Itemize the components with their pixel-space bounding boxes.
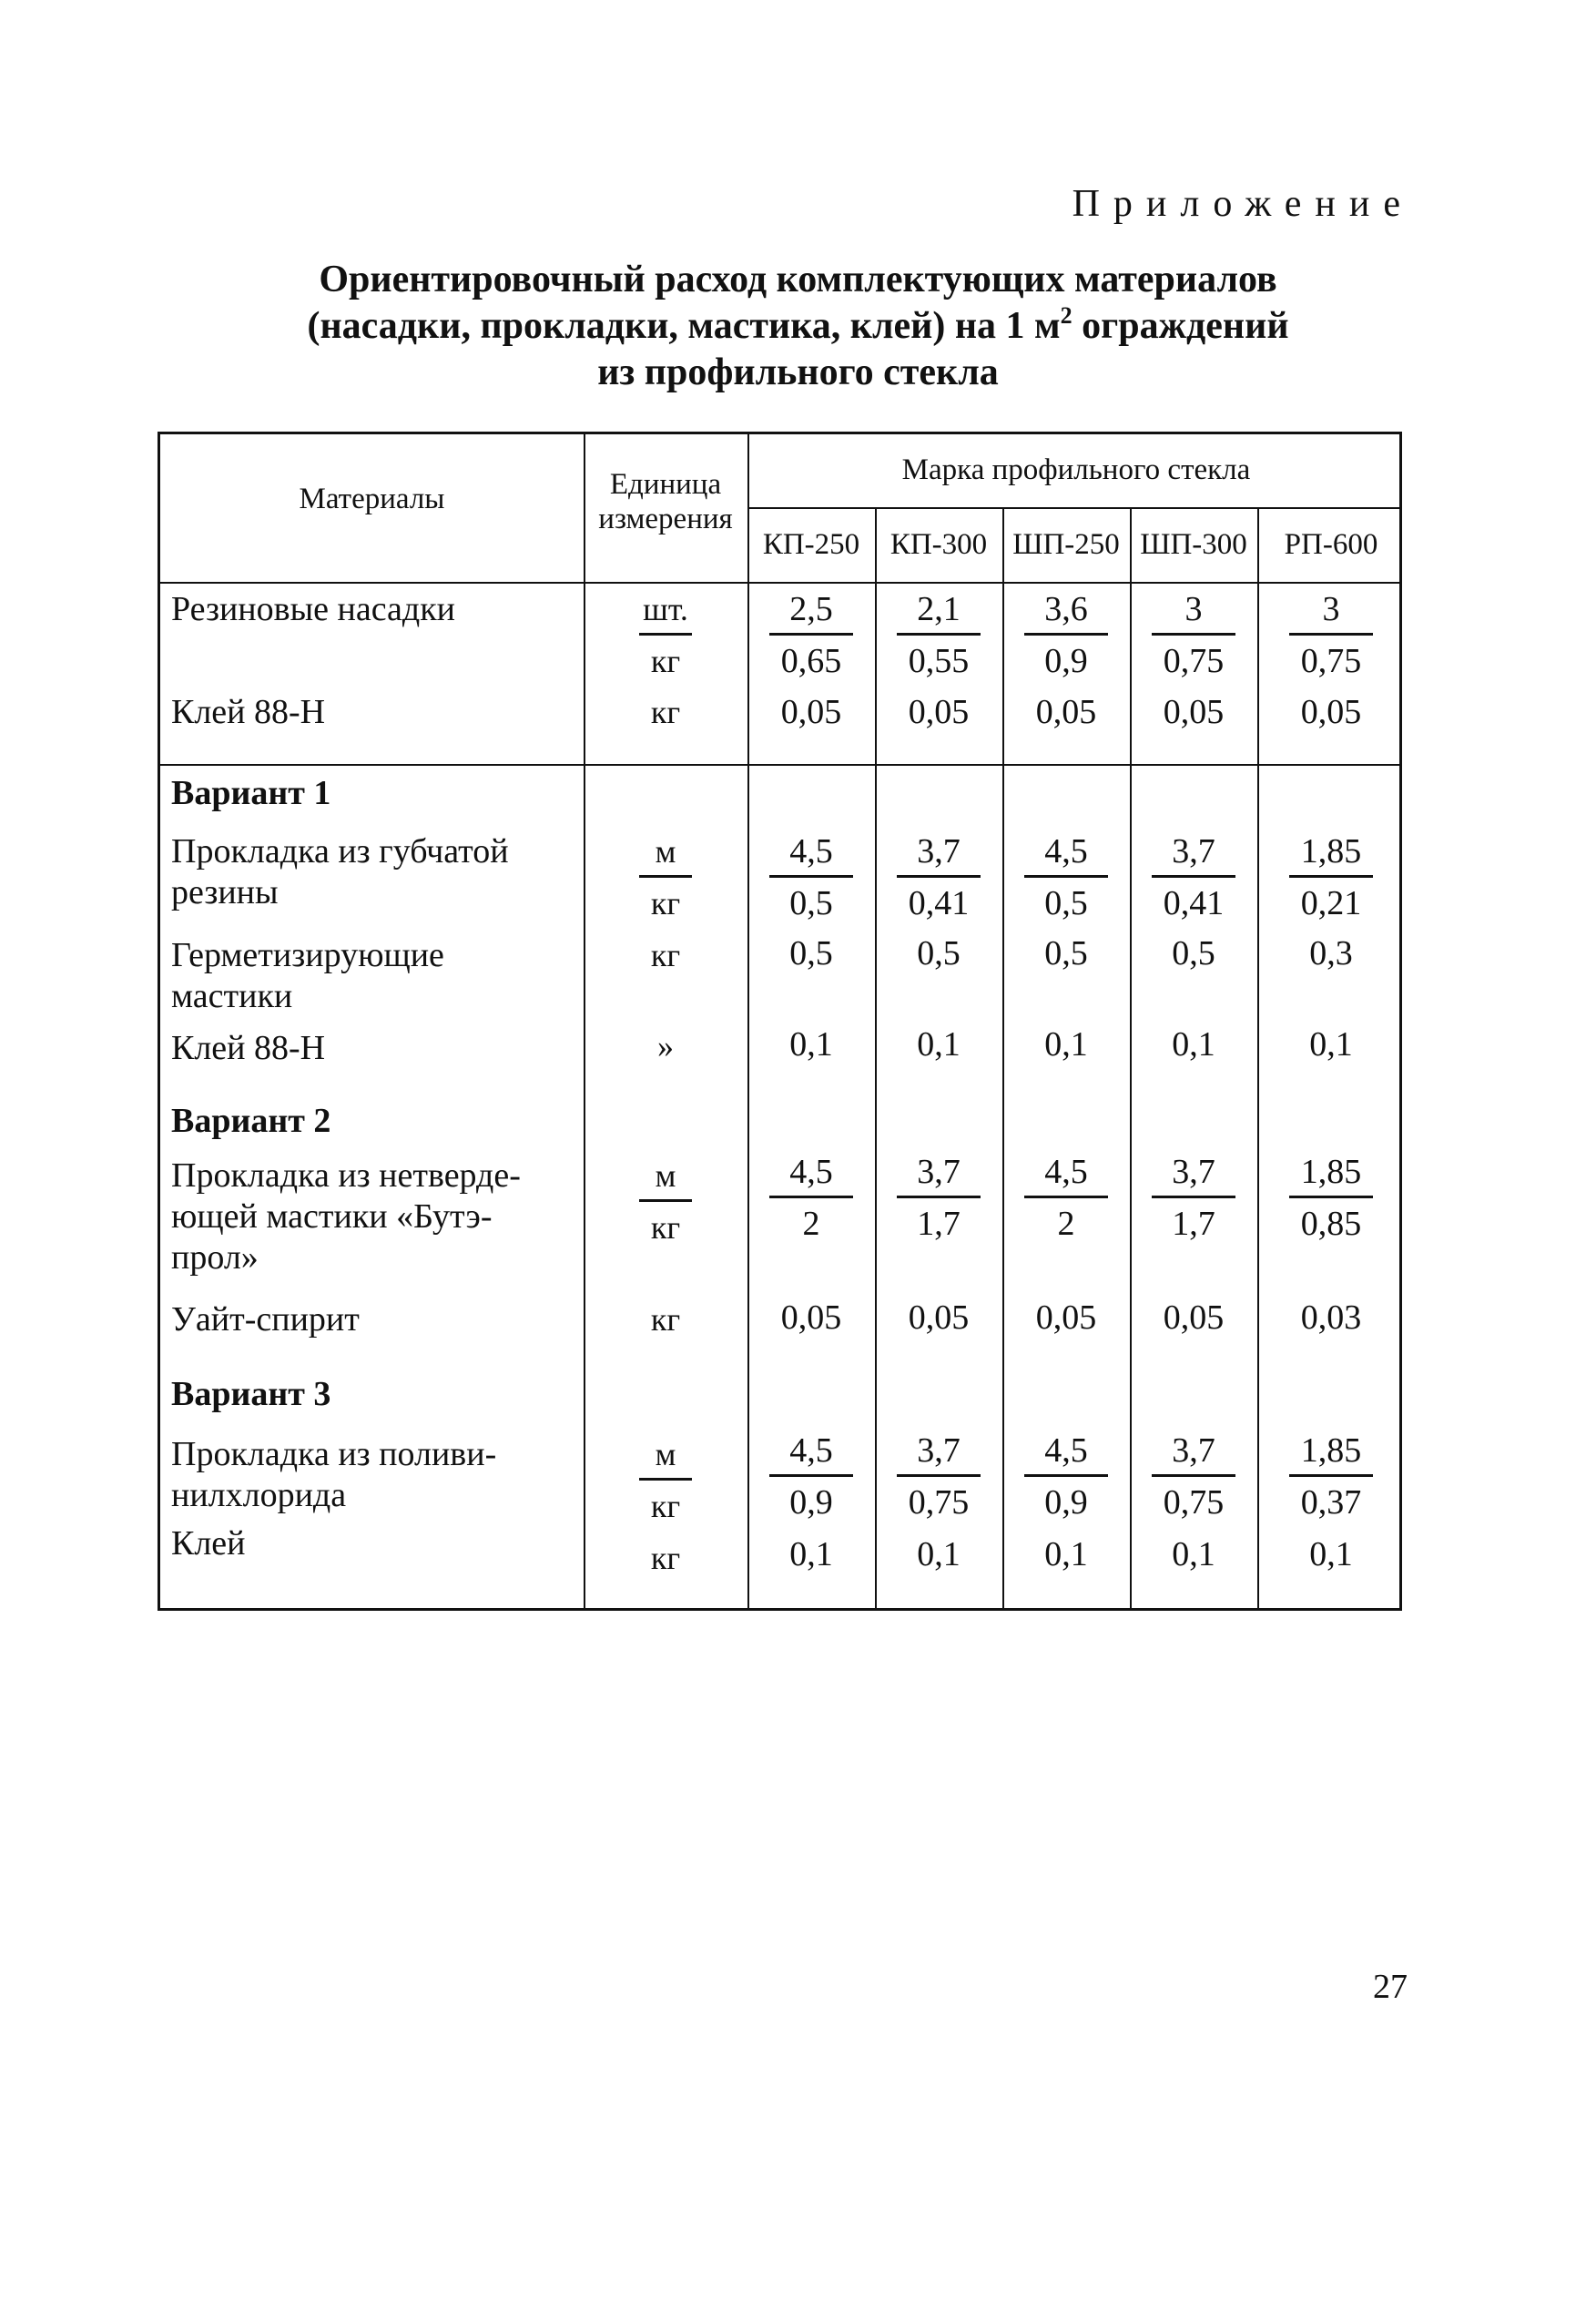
row-glue-value: 0,05: [1035, 693, 1097, 731]
fraction-numerator: 3,7: [1152, 1152, 1235, 1198]
grid-vline-1: [875, 507, 877, 1608]
fraction-numerator: 4,5: [1024, 831, 1108, 878]
row-v2-gasket-value: [1024, 1152, 1108, 1245]
row-v2-gasket-unit: [584, 1156, 747, 1248]
fraction-denominator: 0,9: [789, 1483, 833, 1522]
row-v3-glue-value: 0,1: [1044, 1535, 1088, 1573]
row-v3-gasket-value: [1152, 1430, 1235, 1523]
fraction-denominator: 0,41: [908, 884, 970, 922]
row-v3-glue-value: 0,1: [789, 1535, 833, 1573]
fraction-denominator: 0,85: [1300, 1205, 1362, 1243]
header-brand-kp250: КП-250: [762, 528, 860, 561]
row-v3-gasket-value: [897, 1430, 981, 1523]
row-v1-mastic-value: 0,5: [789, 934, 833, 972]
row-rubber-value: [769, 589, 853, 682]
row-v1-gasket-value: [1152, 831, 1235, 924]
row-v2-gasket-value: [897, 1152, 981, 1245]
row-v1-glue-name: Клей 88-Н: [171, 1029, 326, 1067]
row-v2-spirit-value: 0,05: [1163, 1298, 1225, 1337]
grid-vline-brands: [747, 434, 749, 1608]
title-superscript: 2: [1060, 302, 1072, 329]
row-rubber-value: [1289, 589, 1373, 682]
grid-hline-section: [160, 764, 1399, 766]
row-v2-spirit-name: Уайт-спирит: [171, 1300, 360, 1339]
fraction-numerator: 3: [1289, 589, 1373, 636]
row-glue-value: 0,05: [780, 693, 842, 731]
row-v3-gasket-name-line2: нилхлорида: [171, 1476, 347, 1514]
row-v2-spirit-value: 0,03: [1300, 1298, 1362, 1337]
fraction-denominator: 2: [1057, 1205, 1075, 1243]
fraction-denominator: 0,75: [1300, 642, 1362, 680]
fraction-denominator: 1,7: [1172, 1205, 1215, 1243]
row-v3-glue-value: 0,1: [917, 1535, 961, 1573]
row-v1-mastic-name-line2: мастики: [171, 977, 293, 1015]
row-v3-gasket-value: [1024, 1430, 1108, 1523]
grid-vline-2: [1002, 507, 1004, 1608]
row-v1-mastic-value: 0,3: [1309, 934, 1353, 972]
row-v1-mastic-name-line1: Герметизирующие: [171, 936, 444, 974]
row-v3-gasket-name-line1: Прокладка из поливи-: [171, 1435, 497, 1473]
fraction-denominator: 1,7: [917, 1205, 961, 1243]
fraction-denominator: 0,5: [1044, 884, 1088, 922]
row-rubber-name: Резиновые насадки: [171, 590, 456, 628]
row-v1-mastic-value: 0,5: [1172, 934, 1215, 972]
fraction-numerator: 1,85: [1289, 1430, 1373, 1477]
row-v2-spirit-value: 0,05: [1035, 1298, 1097, 1337]
row-v1-glue-value: 0,1: [1309, 1025, 1353, 1064]
title-line-1: Ориентировочный расход комплектующих материалов: [319, 259, 1277, 300]
variant-1-heading: Вариант 1: [171, 774, 331, 812]
row-v1-glue-value: 0,1: [917, 1025, 961, 1064]
row-v1-glue-value: 0,1: [789, 1025, 833, 1064]
page-title: [0, 257, 1596, 396]
row-rubber-value: [1024, 589, 1108, 682]
fraction-numerator: 4,5: [1024, 1152, 1108, 1198]
row-v2-gasket-value: [769, 1152, 853, 1245]
row-v3-glue-unit: кг: [650, 1540, 681, 1576]
header-unit: [584, 467, 747, 536]
row-v1-gasket-unit: [584, 831, 747, 924]
fraction-numerator: 4,5: [1024, 1430, 1108, 1477]
row-rubber-unit-den: кг: [650, 643, 681, 679]
row-v1-gasket-value: [1024, 831, 1108, 924]
row-v2-spirit-value: 0,05: [780, 1298, 842, 1337]
row-v1-glue-value: 0,1: [1044, 1025, 1088, 1064]
row-v1-mastic-name: [171, 935, 444, 1017]
materials-table: [158, 432, 1402, 1611]
row-v2-gasket-name-line1: Прокладка из нетверде-: [171, 1156, 521, 1195]
header-brand-rp600: РП-600: [1284, 528, 1378, 561]
fraction-denominator: 0,9: [1044, 1483, 1088, 1522]
row-v1-gasket-unit-num: м: [639, 831, 692, 878]
fraction-numerator: 3,6: [1024, 589, 1108, 636]
row-v1-gasket-name-line1: Прокладка из губчатой: [171, 832, 509, 870]
fraction-denominator: 0,37: [1300, 1483, 1362, 1522]
variant-2-heading: Вариант 2: [171, 1102, 331, 1140]
row-v1-gasket-name: [171, 831, 509, 913]
row-v1-gasket-name-line2: резины: [171, 873, 279, 911]
header-brand-kp300: КП-300: [889, 528, 988, 561]
row-glue-value: 0,05: [1300, 693, 1362, 731]
row-v3-gasket-value: [769, 1430, 853, 1523]
fraction-numerator: 1,85: [1289, 1152, 1373, 1198]
fraction-denominator: 0,75: [1163, 642, 1225, 680]
fraction-denominator: 0,9: [1044, 642, 1088, 680]
appendix-label: Приложение: [1072, 183, 1414, 225]
row-v2-gasket-unit-num: м: [639, 1156, 692, 1202]
row-v2-gasket-name-line2: ющей мастики «Бутэ-: [171, 1197, 493, 1236]
header-unit-line1: Единица: [609, 468, 722, 501]
fraction-denominator: 0,21: [1300, 884, 1362, 922]
header-brand-shp300: ШП-300: [1140, 528, 1247, 561]
fraction-numerator: 3,7: [897, 831, 981, 878]
row-v1-gasket-unit-den: кг: [650, 885, 681, 921]
fraction-denominator: 0,55: [908, 642, 970, 680]
row-rubber-unit: [584, 589, 747, 682]
row-glue-name: Клей 88-Н: [171, 693, 326, 731]
page-number: 27: [1373, 1968, 1408, 2006]
fraction-numerator: 3,7: [1152, 831, 1235, 878]
title-line-3: из профильного стекла: [597, 351, 999, 393]
fraction-denominator: 0,65: [780, 642, 842, 680]
row-v3-glue-name: Клей: [171, 1524, 246, 1563]
fraction-denominator: 0,5: [789, 884, 833, 922]
row-v2-spirit-value: 0,05: [908, 1298, 970, 1337]
fraction-numerator: 1,85: [1289, 831, 1373, 878]
row-v3-glue-value: 0,1: [1309, 1535, 1353, 1573]
row-rubber-value: [897, 589, 981, 682]
fraction-numerator: 2,1: [897, 589, 981, 636]
fraction-numerator: 4,5: [769, 1152, 853, 1198]
row-v1-mastic-value: 0,5: [1044, 934, 1088, 972]
grid-hline-brand-group: [747, 507, 1399, 509]
fraction-numerator: 4,5: [769, 1430, 853, 1477]
fraction-numerator: 2,5: [769, 589, 853, 636]
row-v3-gasket-unit-num: м: [639, 1434, 692, 1481]
row-v2-gasket-value: [1152, 1152, 1235, 1245]
row-glue-value: 0,05: [1163, 693, 1225, 731]
header-brand-group: Марка профильного стекла: [901, 453, 1251, 486]
row-v2-gasket-name-line3: прол»: [171, 1238, 259, 1277]
row-v1-gasket-value: [1289, 831, 1373, 924]
fraction-denominator: 0,41: [1163, 884, 1225, 922]
fraction-denominator: 2: [802, 1205, 820, 1243]
header-materials: Материалы: [299, 483, 445, 515]
variant-3-heading: Вариант 3: [171, 1375, 331, 1413]
row-v2-spirit-unit: кг: [650, 1301, 681, 1338]
row-v2-gasket-value: [1289, 1152, 1373, 1245]
row-v1-mastic-value: 0,5: [917, 934, 961, 972]
row-v3-gasket-value: [1289, 1430, 1373, 1523]
row-rubber-value: [1152, 589, 1235, 682]
row-v2-gasket-name: [171, 1156, 521, 1278]
row-v2-gasket-unit-den: кг: [650, 1209, 681, 1246]
title-line-2-text: (насадки, прокладки, мастика, клей) на 1 м: [307, 305, 1061, 347]
row-v1-mastic-unit: кг: [650, 937, 681, 973]
row-glue-value: 0,05: [908, 693, 970, 731]
row-rubber-unit-num: шт.: [639, 589, 692, 636]
header-brand-shp250: ШП-250: [1012, 528, 1120, 561]
row-v1-gasket-value: [769, 831, 853, 924]
row-v1-gasket-value: [897, 831, 981, 924]
row-v3-glue-value: 0,1: [1172, 1535, 1215, 1573]
row-v3-gasket-unit: [584, 1434, 747, 1527]
row-v1-glue-value: 0,1: [1172, 1025, 1215, 1064]
title-line-2-tail: ограждений: [1072, 305, 1289, 347]
fraction-numerator: 3: [1152, 589, 1235, 636]
grid-vline-4: [1257, 507, 1259, 1608]
fraction-denominator: 0,75: [908, 1483, 970, 1522]
title-line-2: [0, 303, 1596, 350]
row-v3-gasket-unit-den: кг: [650, 1488, 681, 1524]
grid-hline-header: [160, 582, 1399, 584]
row-v1-glue-unit: »: [657, 1028, 674, 1064]
fraction-numerator: 3,7: [897, 1430, 981, 1477]
fraction-numerator: 4,5: [769, 831, 853, 878]
fraction-numerator: 3,7: [897, 1152, 981, 1198]
grid-vline-3: [1130, 507, 1132, 1608]
header-unit-line2: измерения: [598, 503, 733, 535]
fraction-numerator: 3,7: [1152, 1430, 1235, 1477]
row-v3-gasket-name: [171, 1434, 496, 1516]
row-glue-unit: кг: [650, 694, 681, 730]
fraction-denominator: 0,75: [1163, 1483, 1225, 1522]
